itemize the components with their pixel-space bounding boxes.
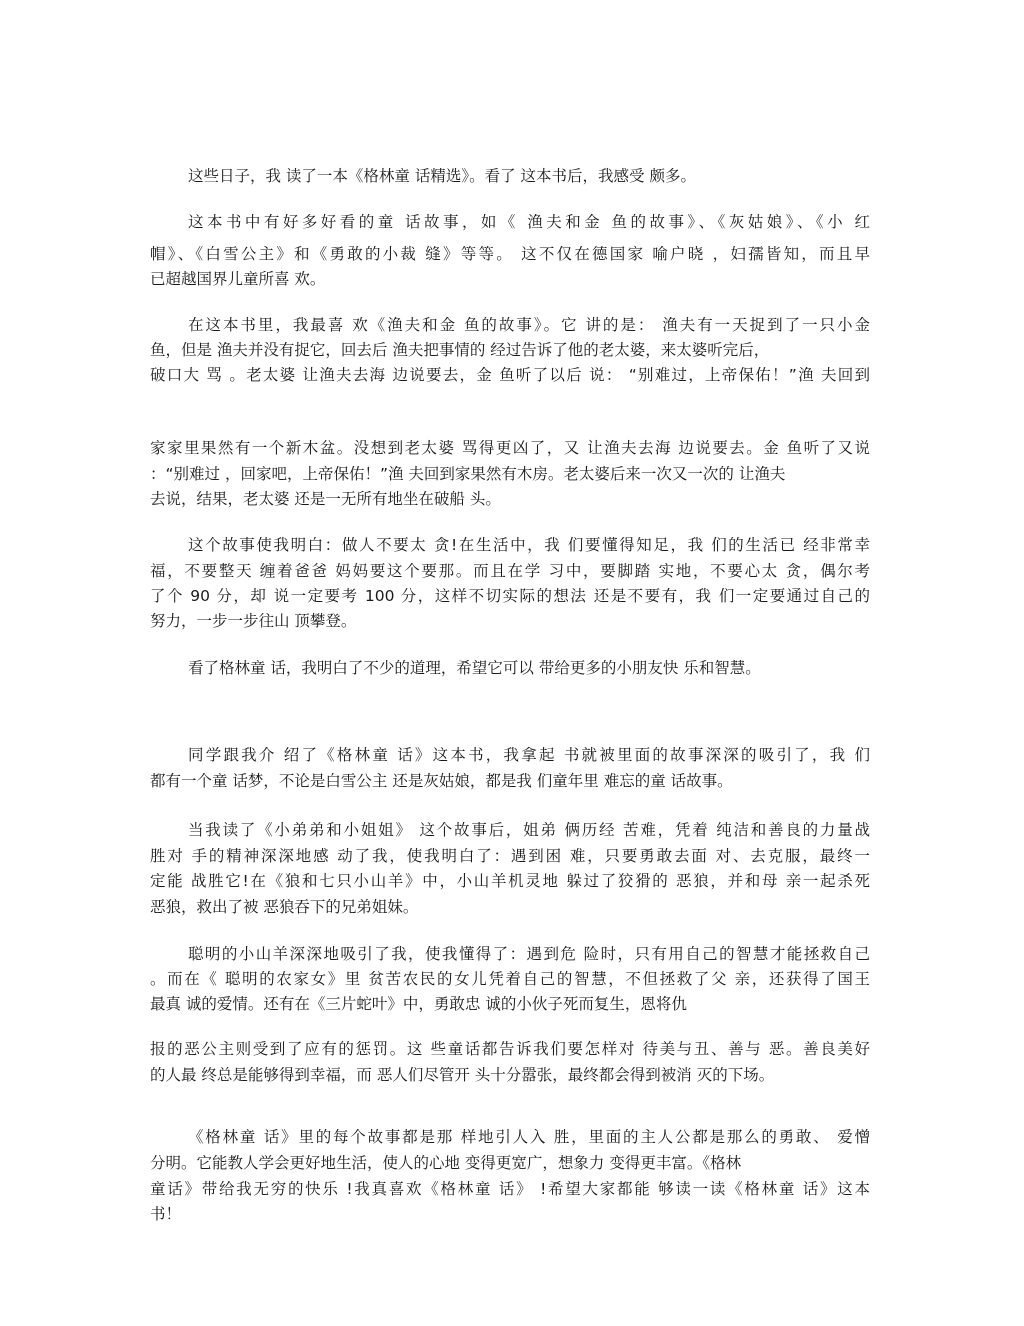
paragraph-5-line-3: 了个 90 分，却 说一定要考 100 分，这样不切实际的想法 还是不要有，我 们一定要通过自己的 bbox=[150, 587, 870, 605]
paragraph-4-line-3: 去说，结果，老太婆 还是一无所有地坐在破船 头。 bbox=[150, 490, 501, 508]
paragraph-9-line-3: 最真 诚的爱情。还有在《三片蛇叶》中，勇敢忠 诚的小伙子死而复生，恩将仇 bbox=[150, 995, 687, 1013]
paragraph-9-line-2: 。而在《 聪明的农家女》里 贫苦农民的女儿凭着自己的智慧，不但拯救了父 亲，还获得了国王 bbox=[150, 970, 870, 988]
paragraph-5-line-4: 努力，一步一步往山 顶攀登。 bbox=[150, 612, 357, 630]
paragraph-4-line-1: 家家里果然有一个新木盆。没想到老太婆 骂得更凶了，又 让渔夫去海 边说要去。金 鱼听了又说 bbox=[150, 439, 870, 457]
paragraph-5-line-1: 这个故事使我明白：做人不要太 贪!在生活中，我 们要懂得知足，我 们的生活已 经非常幸 bbox=[188, 536, 870, 554]
paragraph-6-line-1: 看了格林童 话，我明白了不少的道理，希望它可以 带给更多的小朋友快 乐和智慧。 bbox=[188, 659, 761, 677]
paragraph-3-line-1: 在这本书里，我最喜 欢《渔夫和金 鱼的故事》。它 讲的是： 渔夫有一天捉到了一只小金 bbox=[188, 316, 870, 334]
paragraph-4-line-2: ：“别难过 ，回家吧，上帝保佑！”渔 夫回到家果然有木房。老太婆后来一次又一次的 让渔夫 bbox=[150, 465, 786, 483]
paragraph-9-line-5: 的人最 终总是能够得到幸福，而 恶人们尽管开 头十分嚣张，最终都会得到被消 灭的下场。 bbox=[150, 1066, 775, 1084]
paragraph-10-line-2: 分明。它能教人学会更好地生活，使人的心地 变得更宽广，想象力 变得更丰富。《格林 bbox=[150, 1154, 742, 1172]
paragraph-9-line-4: 报的恶公主则受到了应有的惩罚。这 些童话都告诉我们要怎样对 待美与丑、善与 恶。善良美好 bbox=[150, 1040, 870, 1058]
paragraph-3-line-3: 破口大 骂 。老太婆 让渔夫去海 边说要去，金 鱼听了以后 说： “别难过，上帝保佑！”渔 夫回到 bbox=[150, 366, 870, 384]
paragraph-8-line-2: 胜对 手的精神深深地感 动了我，使我明白了：遇到困 难，只要勇敢去面 对、去克服，最终一 bbox=[150, 847, 870, 865]
paragraph-7-line-2: 都有一个童 话梦，不论是白雪公主 还是灰姑娘，都是我 们童年里 难忘的童 话故事。 bbox=[150, 772, 733, 790]
paragraph-10-line-3: 童话》带给我无穷的快乐 !我真喜欢《格林童 话》 !希望大家都能 够读一读《格林童 话》这本 bbox=[150, 1180, 870, 1198]
paragraph-1-line-1: 这些日子，我 读了一本《格林童 话精选》。看了 这本书后，我感受 颇多。 bbox=[188, 167, 696, 185]
paragraph-2-line-1: 这本书中有好多好看的童 话故事，如《 渔夫和金 鱼的故事》、《灰姑娘》、《小 红 bbox=[188, 213, 870, 231]
paragraph-10-line-4: 书！ bbox=[150, 1205, 182, 1223]
paragraph-9-line-1: 聪明的小山羊深深地吸引了我，使我懂得了：遇到危 险时，只有用自己的智慧才能拯救自己 bbox=[188, 945, 870, 963]
paragraph-2-line-2: 帽》、《白雪公主》和《勇敢的小裁 缝》等等。 这不仅在德国家 喻户晓 ，妇孺皆知，而且早 bbox=[150, 245, 870, 263]
paragraph-7-line-1: 同学跟我介 绍了《格林童 话》这本书，我拿起 书就被里面的故事深深的吸引了，我 们 bbox=[188, 746, 870, 764]
paragraph-3-line-2: 鱼，但是 渔夫并没有捉它，回去后 渔夫把事情的 经过告诉了他的老太婆，来太婆听完后， bbox=[150, 341, 770, 359]
paragraph-10-line-1: 《格林童 话》里的每个故事都是那 样地引人入 胜，里面的主人公都是那么的勇敢、 爱憎 bbox=[188, 1128, 870, 1146]
paragraph-8-line-1: 当我读了《小弟弟和小姐姐》 这个故事后，姐弟 俩历经 苦难，凭着 纯洁和善良的力量战 bbox=[188, 821, 870, 839]
paragraph-8-line-4: 恶狼，救出了被 恶狼吞下的兄弟姐妹。 bbox=[150, 898, 419, 916]
paragraph-8-line-3: 定能 战胜它!在《狼和七只小山羊》中，小山羊机灵地 躲过了狡猾的 恶狼，并和母 亲一起杀死 bbox=[150, 872, 870, 890]
paragraph-2-line-3: 已超越国界儿童所喜 欢。 bbox=[150, 270, 326, 288]
paragraph-5-line-2: 福，不要整天 缠着爸爸 妈妈要这个要那。而且在学 习中，要脚踏 实地，不要心太 贪，偶尔考 bbox=[150, 562, 870, 580]
